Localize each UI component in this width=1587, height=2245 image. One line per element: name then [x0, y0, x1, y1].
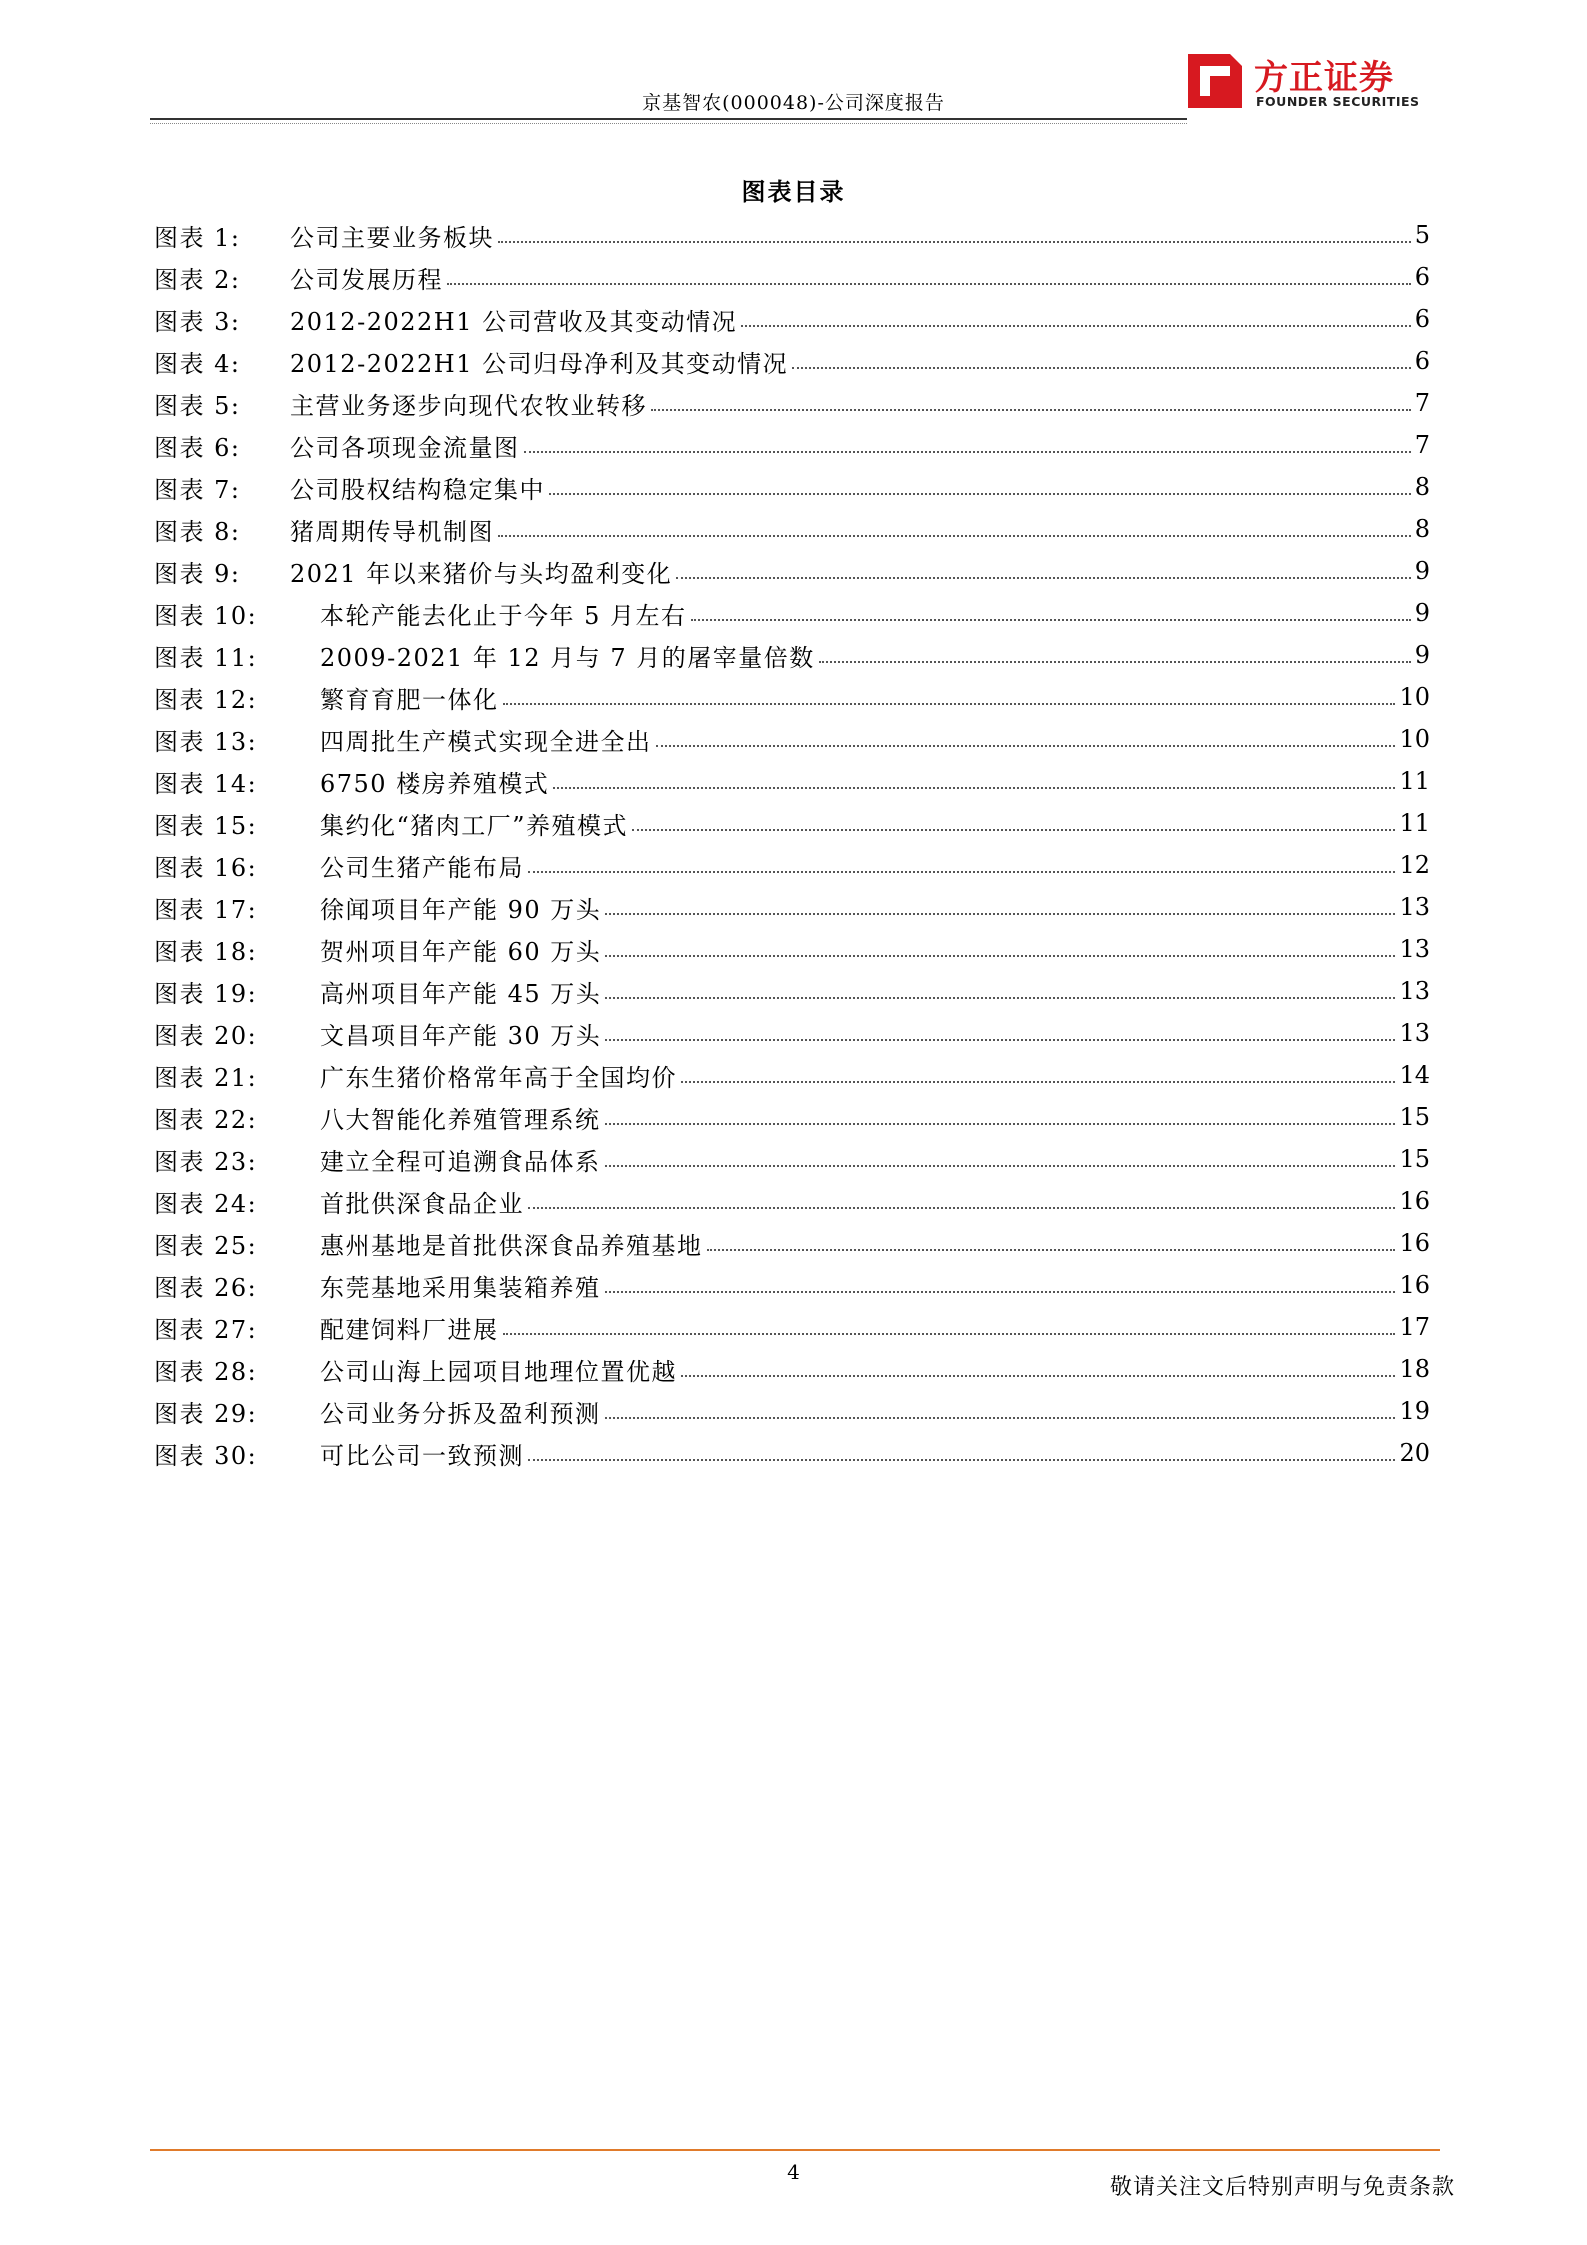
toc-entry-page: 7 [1414, 431, 1430, 459]
toc-entry-title: 公司山海上园项目地理位置优越 [320, 1357, 677, 1386]
toc-dot-leader [528, 1459, 1395, 1461]
toc-entry-label: 图表 20: [154, 1021, 258, 1050]
header-dotted-divider [150, 123, 1187, 124]
toc-entry-page: 9 [1414, 599, 1430, 627]
toc-entry[interactable] [154, 214, 1430, 256]
toc-entry-title: 建立全程可追溯食品体系 [320, 1147, 601, 1176]
toc-entry-label: 图表 1: [154, 223, 241, 252]
toc-entry-page: 6 [1414, 347, 1430, 375]
toc-entry-title: 公司主要业务板块 [290, 223, 494, 252]
toc-entry-label: 图表 19: [154, 979, 258, 1008]
toc-entry-title: 文昌项目年产能 30 万头 [320, 1021, 602, 1050]
header-divider [150, 118, 1187, 120]
toc-entry-label: 图表 11: [154, 643, 258, 672]
toc-dot-leader [528, 871, 1395, 873]
toc-dot-leader [741, 325, 1411, 327]
toc-entry[interactable] [154, 298, 1430, 340]
toc-dot-leader [503, 703, 1396, 705]
toc-entry-label: 图表 12: [154, 685, 258, 714]
toc-entry-page: 8 [1414, 473, 1430, 501]
toc-entry-label: 图表 8: [154, 517, 241, 546]
toc-entry-title: 贺州项目年产能 60 万头 [320, 937, 602, 966]
toc-entry-label: 图表 3: [154, 307, 241, 336]
toc-entry-page: 12 [1399, 851, 1430, 879]
toc-entry-page: 9 [1414, 641, 1430, 669]
toc-entry-page: 11 [1399, 767, 1430, 795]
toc-entry-label: 图表 14: [154, 769, 258, 798]
footer-divider [150, 2149, 1440, 2151]
toc-entry[interactable] [154, 466, 1430, 508]
toc-entry-page: 15 [1399, 1145, 1430, 1173]
toc-title: 图表目录 [741, 177, 846, 206]
toc-entry-page: 8 [1414, 515, 1430, 543]
toc-entry-title: 八大智能化养殖管理系统 [320, 1105, 601, 1134]
toc-entry-page: 13 [1399, 893, 1430, 921]
toc-entry-page: 17 [1399, 1313, 1430, 1341]
toc-entry-page: 20 [1399, 1439, 1430, 1467]
toc-entry-title: 公司股权结构稳定集中 [290, 475, 545, 504]
toc-dot-leader [707, 1249, 1396, 1251]
toc-dot-leader [605, 1417, 1396, 1419]
toc-entry-label: 图表 26: [154, 1273, 258, 1302]
toc-dot-leader [792, 367, 1411, 369]
toc-entry[interactable] [154, 1096, 1430, 1138]
toc-entry[interactable] [154, 760, 1430, 802]
toc-entry-label: 图表 27: [154, 1315, 258, 1344]
toc-entry-title: 公司生猪产能布局 [320, 853, 524, 882]
toc-entry-title: 2009-2021 年 12 月与 7 月的屠宰量倍数 [320, 643, 815, 672]
toc-entry-title: 公司发展历程 [290, 265, 443, 294]
toc-entry-label: 图表 6: [154, 433, 241, 462]
footer-disclaimer: 敬请关注文后特别声明与免责条款 [1109, 2175, 1455, 2200]
toc-entry-title: 公司业务分拆及盈利预测 [320, 1399, 601, 1428]
toc-entry-label: 图表 13: [154, 727, 258, 756]
toc-entry[interactable] [154, 508, 1430, 550]
toc-dot-leader [447, 283, 1411, 285]
toc-dot-leader [605, 913, 1395, 915]
toc-dot-leader [528, 1207, 1395, 1209]
toc-entry-title: 可比公司一致预测 [320, 1441, 524, 1470]
toc-entry-label: 图表 28: [154, 1357, 258, 1386]
toc-entry-label: 图表 18: [154, 937, 258, 966]
toc-entry-title: 主营业务逐步向现代农牧业转移 [290, 391, 647, 420]
toc-entry-title: 2012-2022H1 公司归母净利及其变动情况 [290, 349, 789, 378]
toc-entry-page: 18 [1399, 1355, 1430, 1383]
toc-entry-title: 2012-2022H1 公司营收及其变动情况 [290, 307, 738, 336]
toc-entry[interactable] [154, 382, 1430, 424]
toc-entry-title: 高州项目年产能 45 万头 [320, 979, 602, 1008]
toc-entry-page: 10 [1399, 683, 1430, 711]
toc-entry-title: 公司各项现金流量图 [290, 433, 520, 462]
toc-entry-page: 7 [1414, 389, 1430, 417]
toc-entry-page: 5 [1414, 221, 1430, 249]
logo-chinese-text: 方正证券 [1254, 58, 1394, 98]
toc-entry-title: 徐闻项目年产能 90 万头 [320, 895, 602, 924]
toc-entry[interactable] [154, 844, 1430, 886]
toc-entry[interactable] [154, 340, 1430, 382]
toc-entry[interactable] [154, 634, 1430, 676]
toc-dot-leader [632, 829, 1395, 831]
toc-entry-label: 图表 23: [154, 1147, 258, 1176]
toc-entry-title: 2021 年以来猪价与头均盈利变化 [290, 559, 673, 588]
toc-dot-leader [498, 241, 1411, 243]
toc-entry-title: 猪周期传导机制图 [290, 517, 494, 546]
toc-entry-title: 6750 楼房养殖模式 [320, 769, 550, 798]
toc-entry[interactable] [154, 1306, 1430, 1348]
toc-entry-page: 16 [1399, 1187, 1430, 1215]
toc-entry-page: 14 [1399, 1061, 1430, 1089]
toc-dot-leader [681, 1375, 1395, 1377]
founder-securities-logo [1186, 50, 1426, 112]
toc-entry-label: 图表 17: [154, 895, 258, 924]
toc-entry-title: 首批供深食品企业 [320, 1189, 524, 1218]
toc-entry[interactable] [154, 1432, 1430, 1474]
toc-entry-label: 图表 10: [154, 601, 258, 630]
toc-dot-leader [605, 955, 1395, 957]
toc-dot-leader [691, 619, 1411, 621]
toc-entry-page: 19 [1399, 1397, 1430, 1425]
toc-dot-leader [819, 661, 1411, 663]
toc-dot-leader [605, 1039, 1395, 1041]
toc-entry-title: 广东生猪价格常年高于全国均价 [320, 1063, 677, 1092]
toc-entry-page: 13 [1399, 1019, 1430, 1047]
toc-dot-leader [549, 493, 1411, 495]
toc-dot-leader [681, 1081, 1395, 1083]
toc-entry-page: 13 [1399, 935, 1430, 963]
toc-entry-label: 图表 15: [154, 811, 258, 840]
toc-entry[interactable] [154, 1054, 1430, 1096]
toc-dot-leader [676, 577, 1411, 579]
toc-entry-label: 图表 30: [154, 1441, 258, 1470]
toc-entry[interactable] [154, 1180, 1430, 1222]
toc-entry[interactable] [154, 592, 1430, 634]
toc-entry-label: 图表 22: [154, 1105, 258, 1134]
toc-dot-leader [503, 1333, 1396, 1335]
toc-entry-label: 图表 25: [154, 1231, 258, 1260]
toc-entry[interactable] [154, 1012, 1430, 1054]
toc-entry[interactable] [154, 1222, 1430, 1264]
toc-entry[interactable] [154, 886, 1430, 928]
figure-toc-list [154, 214, 1430, 1474]
toc-entry-label: 图表 4: [154, 349, 241, 378]
toc-entry[interactable] [154, 676, 1430, 718]
toc-dot-leader [498, 535, 1411, 537]
toc-dot-leader [605, 1165, 1396, 1167]
toc-dot-leader [605, 997, 1395, 999]
toc-entry-title: 东莞基地采用集装箱养殖 [320, 1273, 601, 1302]
toc-entry[interactable] [154, 424, 1430, 466]
toc-entry[interactable] [154, 1348, 1430, 1390]
report-header-title: 京基智农(000048)-公司深度报告 [642, 92, 945, 114]
toc-entry-title: 集约化“猪肉工厂”养殖模式 [320, 811, 629, 840]
toc-entry-label: 图表 21: [154, 1063, 258, 1092]
toc-dot-leader [605, 1291, 1396, 1293]
toc-entry-label: 图表 16: [154, 853, 258, 882]
footer-page-number: 4 [787, 2160, 800, 2184]
toc-entry-page: 15 [1399, 1103, 1430, 1131]
toc-entry-page: 11 [1399, 809, 1430, 837]
toc-entry-label: 图表 9: [154, 559, 241, 588]
founder-logo-icon [1186, 52, 1244, 110]
toc-entry-label: 图表 29: [154, 1399, 258, 1428]
toc-entry-page: 16 [1399, 1229, 1430, 1257]
toc-dot-leader [605, 1123, 1396, 1125]
toc-entry[interactable] [154, 970, 1430, 1012]
toc-entry-page: 10 [1399, 725, 1430, 753]
toc-dot-leader [656, 745, 1396, 747]
toc-entry-label: 图表 5: [154, 391, 241, 420]
toc-entry-title: 本轮产能去化止于今年 5 月左右 [320, 601, 687, 630]
toc-entry[interactable] [154, 256, 1430, 298]
toc-dot-leader [524, 451, 1411, 453]
toc-entry-label: 图表 24: [154, 1189, 258, 1218]
logo-english-text: FOUNDER SECURITIES [1256, 94, 1420, 109]
toc-entry-title: 配建饲料厂进展 [320, 1315, 499, 1344]
toc-entry-title: 繁育育肥一体化 [320, 685, 499, 714]
toc-entry[interactable] [154, 550, 1430, 592]
toc-entry[interactable] [154, 718, 1430, 760]
toc-dot-leader [553, 787, 1395, 789]
toc-entry-page: 16 [1399, 1271, 1430, 1299]
toc-entry-title: 四周批生产模式实现全进全出 [320, 727, 652, 756]
toc-entry-label: 图表 7: [154, 475, 241, 504]
toc-entry[interactable] [154, 802, 1430, 844]
toc-entry[interactable] [154, 1390, 1430, 1432]
toc-entry-page: 9 [1414, 557, 1430, 585]
toc-dot-leader [651, 409, 1411, 411]
toc-entry[interactable] [154, 928, 1430, 970]
toc-entry-label: 图表 2: [154, 265, 241, 294]
toc-entry[interactable] [154, 1264, 1430, 1306]
toc-entry-title: 惠州基地是首批供深食品养殖基地 [320, 1231, 703, 1260]
toc-entry[interactable] [154, 1138, 1430, 1180]
toc-entry-page: 6 [1414, 305, 1430, 333]
toc-entry-page: 6 [1414, 263, 1430, 291]
toc-entry-page: 13 [1399, 977, 1430, 1005]
